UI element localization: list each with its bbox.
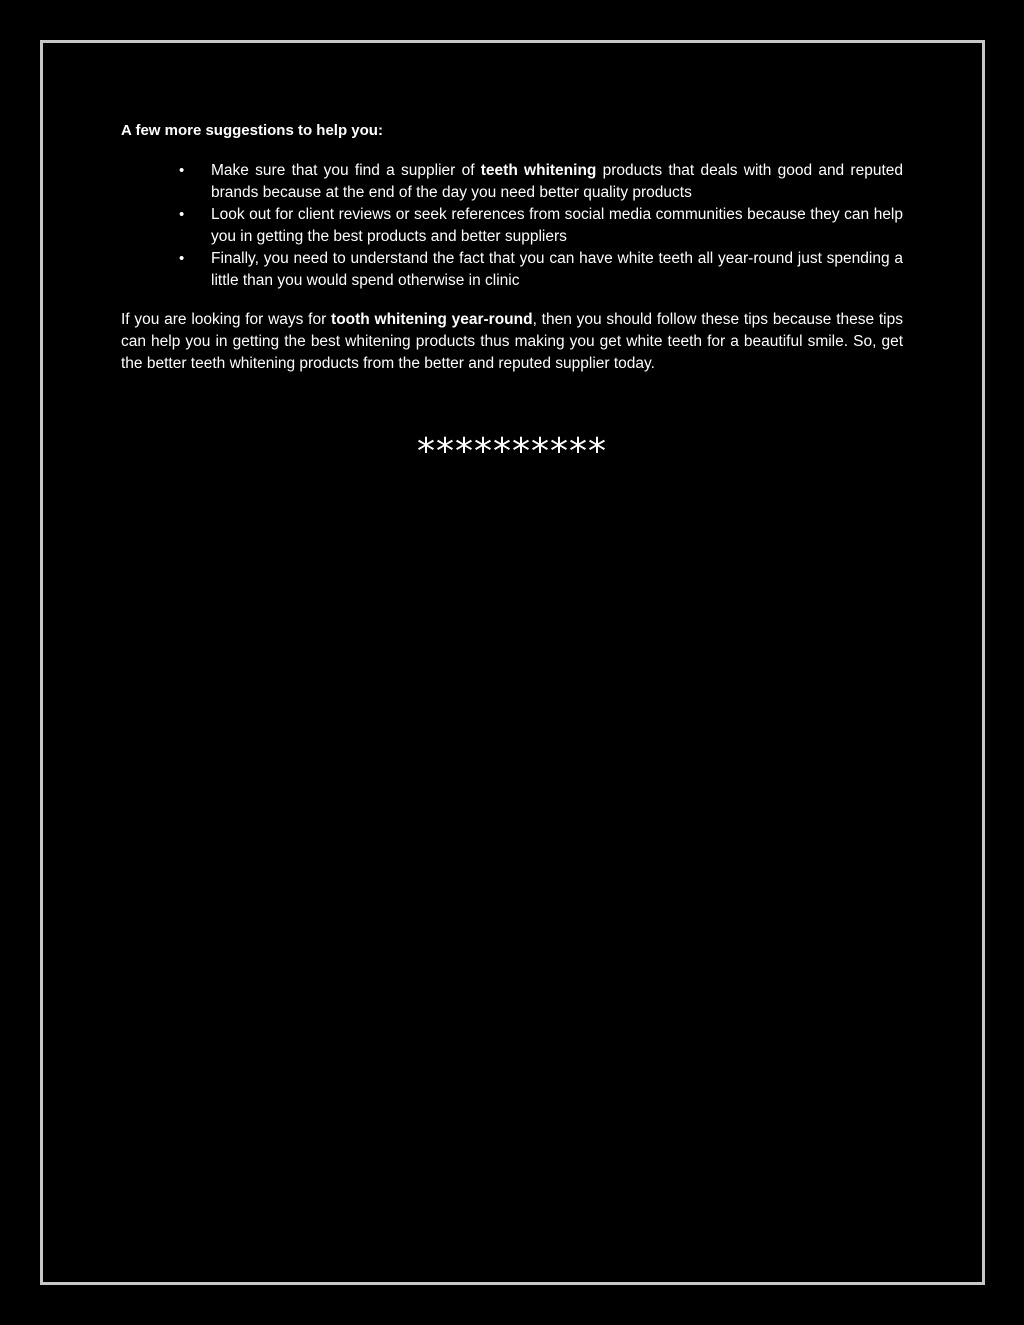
- document-body: [121, 120, 903, 375]
- bullet-icon: •: [179, 162, 185, 179]
- keyword-teeth-whitening: teeth whitening: [480, 162, 597, 179]
- asterisk-separator: **********: [417, 431, 607, 472]
- closing-paragraph: [121, 309, 903, 375]
- list-item: [121, 204, 903, 248]
- list-item-text: Make sure that you find a supplier of: [211, 162, 481, 179]
- paragraph-text: , then you should follow these tips because these tips can help you in getting the best whitening products thus making you get white teeth for a beautiful smile. So, get the better teeth whitening products from the better and reputed supplier today.: [121, 311, 903, 372]
- list-item: [121, 160, 903, 204]
- list-item: [121, 248, 903, 292]
- section-heading: A few more suggestions to help you:: [121, 122, 383, 139]
- paragraph-text: If you are looking for ways for: [121, 311, 332, 328]
- keyword-tooth-whitening-year-round: tooth whitening year-round: [331, 311, 533, 328]
- bullet-icon: •: [179, 250, 185, 267]
- list-item-text: Look out for client reviews or seek references from social media communities because they can help you in getting the best products and better suppliers: [211, 206, 903, 245]
- suggestion-list: [121, 160, 903, 292]
- list-item-text: products that deals with good and reputed brands because at the end of the day you need better quality products: [211, 162, 904, 201]
- list-item-text: Finally, you need to understand the fact that you can have white teeth all year-round just spending a little than you would spend otherwise in clinic: [211, 250, 903, 289]
- bullet-icon: •: [179, 206, 185, 223]
